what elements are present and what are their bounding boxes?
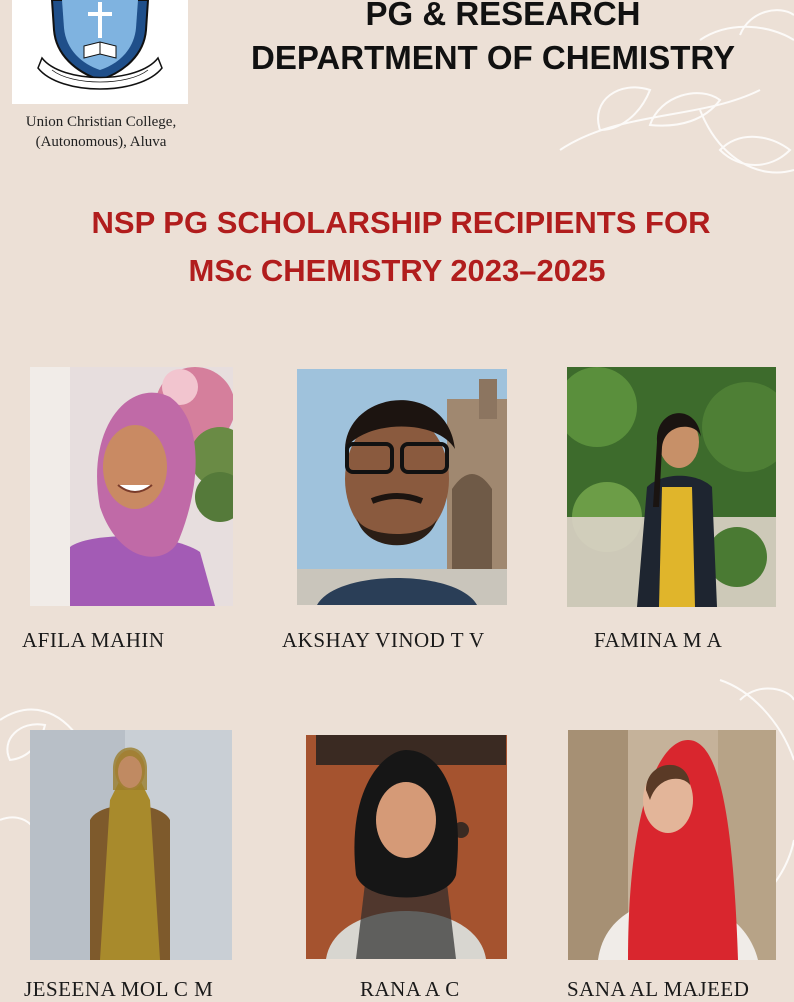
recipient-photo-2 [297, 369, 507, 605]
recipient-name: RANA A C [360, 977, 460, 1001]
page-heading-line1: NSP PG SCHOLARSHIP RECIPIENTS FOR [91, 205, 711, 240]
department-title [212, 0, 794, 80]
recipient-name: FAMINA M A [594, 628, 723, 652]
recipient-photo-1 [30, 367, 233, 606]
college-logo [12, 0, 188, 104]
recipient-photo-3 [567, 367, 776, 607]
page-heading [0, 199, 794, 295]
college-name-line1: Union Christian College, [25, 114, 177, 130]
page-heading-line2: MSc CHEMISTRY 2023–2025 [188, 253, 606, 288]
college-crest-icon [12, 0, 188, 104]
department-title-line1: PG & RESEARCH [365, 0, 641, 32]
recipient-photo-6 [568, 730, 776, 960]
recipient-name: AFILA MAHIN [22, 628, 165, 652]
recipient-photo-5 [306, 735, 507, 959]
college-name [0, 112, 202, 152]
college-name-line2: (Autonomous), Aluva [35, 134, 167, 150]
recipient-name: AKSHAY VINOD T V [282, 628, 485, 652]
recipient-name: JESEENA MOL C M [24, 977, 214, 1001]
recipient-photo-4 [30, 730, 232, 960]
recipient-name: SANA AL MAJEED [567, 977, 750, 1001]
department-title-line2: DEPARTMENT OF CHEMISTRY [251, 39, 735, 76]
